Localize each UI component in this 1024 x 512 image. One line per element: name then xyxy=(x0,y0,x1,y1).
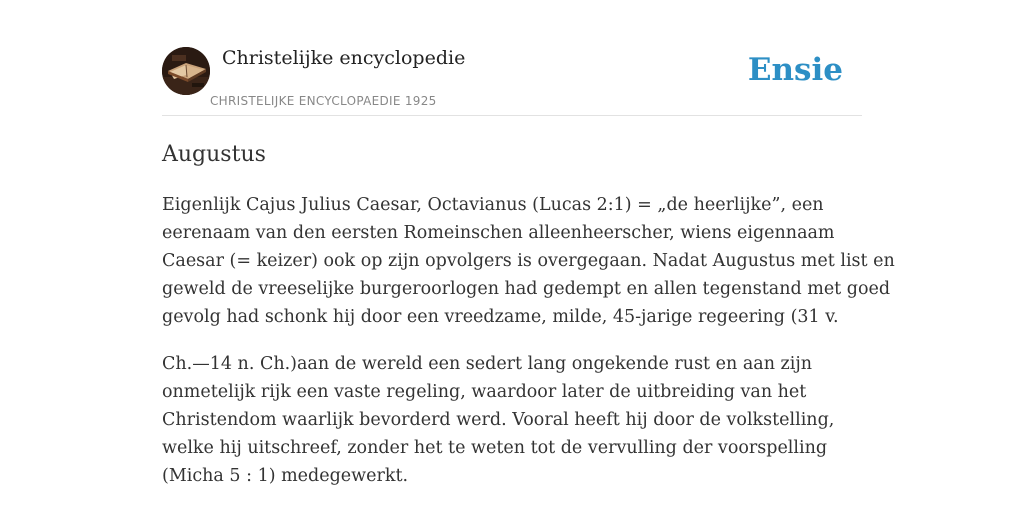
article-paragraph-1 xyxy=(162,191,895,331)
encyclopedia-avatar[interactable] xyxy=(162,47,210,95)
paragraph-line: Eigenlijk Cajus Julius Caesar, Octavianus (Lucas 2:1) = „de heerlijke”, een xyxy=(162,195,824,215)
article-title: Augustus xyxy=(162,142,266,167)
header xyxy=(162,46,862,116)
paragraph-line: geweld de vreeselijke burgeroorlogen had gedempt en allen tegenstand met goed xyxy=(162,279,891,299)
paragraph-line: (Micha 5 : 1) medegewerkt. xyxy=(162,466,409,486)
paragraph-line: onmetelijk rijk een vaste regeling, waardoor later de uitbreiding van het xyxy=(162,382,807,402)
open-book-image xyxy=(162,47,210,95)
paragraph-line: Christendom waarlijk bevorderd werd. Vooral heeft hij door de volkstelling, xyxy=(162,410,835,430)
article-card xyxy=(162,46,895,490)
article-paragraph-2 xyxy=(162,350,862,490)
paragraph-line: eerenaam van den eersten Romeinschen alleenheerscher, wiens eigennaam xyxy=(162,223,835,243)
paragraph-line: Caesar (= keizer) ook op zijn opvolgers is overgegaan. Nadat Augustus met list en xyxy=(162,251,895,271)
ensie-logo[interactable]: Ensie xyxy=(747,52,843,88)
paragraph-line: Ch.—14 n. Ch.)aan de wereld een sedert lang ongekende rust en aan zijn xyxy=(162,354,813,374)
site-title[interactable]: Christelijke encyclopedie xyxy=(222,47,466,69)
paragraph-line: gevolg had schonk hij door een vreedzame, milde, 45-jarige regeering (31 v. xyxy=(162,307,839,327)
source-label: CHRISTELIJKE ENCYCLOPAEDIE 1925 xyxy=(210,94,437,108)
paragraph-line: welke hij uitschreef, zonder het te weten tot de vervulling der voorspelling xyxy=(162,438,828,458)
